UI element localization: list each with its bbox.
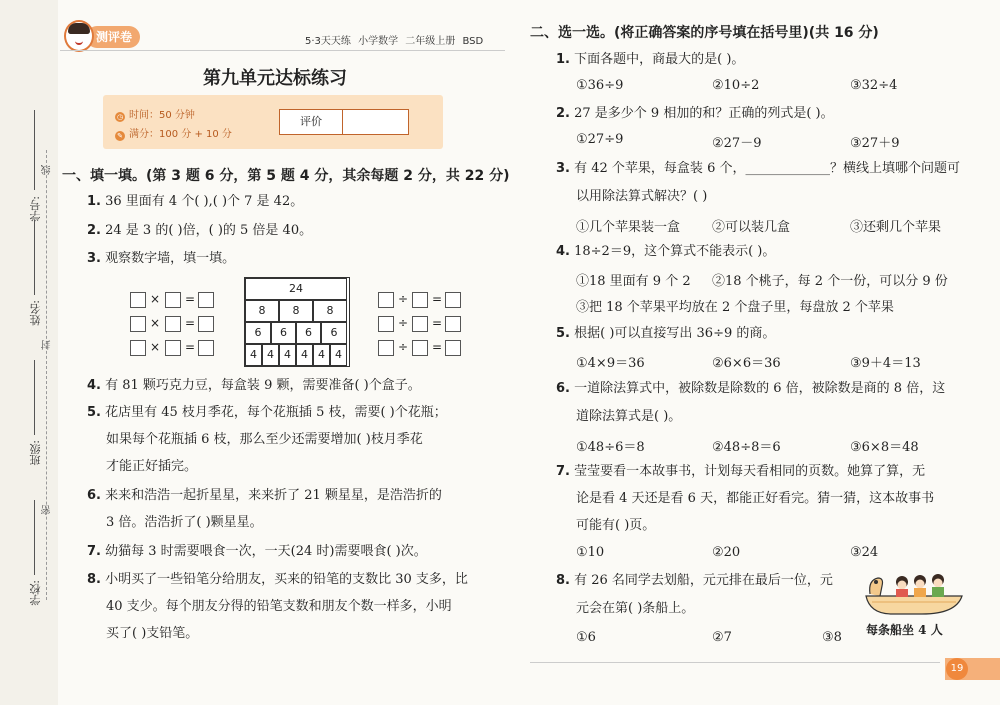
q-text: 一道除法算式中，被除数是除数的 6 倍，被除数是商的 8 倍，这 [574,381,946,396]
q-num: 7. [87,544,101,559]
q-text: 24 是 3 的( )倍，( )的 5 倍是 40。 [105,223,313,238]
q-text: 27 是多少个 9 相加的和？正确的列式是( )。 [574,106,834,121]
divide-sign: ÷ [398,340,409,354]
option-1[interactable]: ①48÷6＝8 [576,440,645,455]
option-1[interactable]: ①18 里面有 9 个 2 [576,274,691,289]
option-3[interactable]: ③9＋4＝13 [850,356,921,371]
name-label: 姓名: [29,300,42,326]
answer-box[interactable] [378,316,394,332]
answer-box[interactable] [378,340,394,356]
answer-box[interactable] [165,340,181,356]
page-title: 第九单元达标练习 [203,68,347,89]
s2-question-4 [556,243,775,261]
answer-box[interactable] [165,292,181,308]
option-1[interactable]: ①6 [576,630,596,645]
number-wall [244,277,350,367]
q-num: 2. [556,106,570,121]
q-num: 8. [556,573,570,588]
q-text: 有 81 颗巧克力豆，每盒装 9 颗，需要准备( )个盒子。 [105,378,421,393]
name-line [34,220,35,295]
answer-box[interactable] [198,316,214,332]
option-3[interactable]: ③还剩几个苹果 [850,220,942,235]
q-text: 小明买了一些铅笔分给朋友，买来的铅笔的支数比 30 支多，比 [105,572,468,587]
times-sign: × [150,292,161,306]
option-2[interactable]: ②18 个桃子，每 2 个一份，可以分 9 份 [712,274,948,289]
q-text: 18÷2＝9，这个算式不能表示( )。 [574,244,776,259]
cut-mark-2: 封 [42,340,53,350]
page-number: 19 [946,658,968,680]
q-text: 根据( )可以直接写出 36÷9 的商。 [574,326,776,341]
s2-question-5 [556,325,775,343]
time-info [115,106,195,122]
option-1[interactable]: ①27÷9 [576,132,624,147]
class-line [34,360,35,435]
equals-sign: = [432,292,443,306]
s1-question-5-line-2: 如果每个花瓶插 6 枝，那么至少还需要增加( )枝月季花 [106,432,423,447]
equals-sign: = [432,340,443,354]
s2-question-8-line-2: 元会在第( )条船上。 [576,601,695,616]
section-2-title: 二、选一选。(将正确答案的序号填在括号里)(共 16 分) [530,25,879,41]
answer-box[interactable] [412,340,428,356]
q-num: 6. [556,381,570,396]
q-num: 4. [87,378,101,393]
q-num: 3. [556,161,570,176]
option-2[interactable]: ②27－9 [712,136,762,151]
s2-question-6-line-2: 道除法算式是( )。 [576,409,682,424]
s1-question-8-line-3: 买了( )支铅笔。 [106,626,199,641]
score-info [115,125,232,141]
answer-box[interactable] [412,292,428,308]
q-num: 1. [556,52,570,67]
option-3[interactable]: ③32÷4 [850,78,898,93]
answer-box[interactable] [198,340,214,356]
answer-box[interactable] [445,292,461,308]
header-divider [60,50,505,51]
wall-cell: 24 [245,278,347,300]
q-text: 有 26 名同学去划船，元元排在最后一位，元 [574,573,833,588]
clock-icon: ◷ [116,113,124,121]
school-label: 学校: [29,580,42,606]
wall-cell: 4 [262,344,279,366]
wall-cell: 6 [271,322,296,344]
times-sign: × [150,316,161,330]
boat-caption: 每条船坐 4 人 [866,623,943,637]
answer-box[interactable] [130,292,146,308]
score-icon: ✎ [115,131,125,141]
cut-line [46,150,47,600]
answer-box[interactable] [165,316,181,332]
q-num: 3. [87,251,101,266]
s1-question-2 [87,222,312,240]
wall-cell: 4 [245,344,262,366]
s2-question-3 [556,160,960,178]
answer-box[interactable] [378,292,394,308]
time-text: 时间：50 分钟 [129,110,195,121]
student-no-label: 学号: [29,196,42,222]
option-2[interactable]: ②6×6＝36 [712,356,781,371]
answer-box[interactable] [130,316,146,332]
wall-cell: 6 [296,322,321,344]
option-2[interactable]: ②可以装几盒 [712,220,791,235]
equals-sign: = [185,316,196,330]
times-sign: × [150,340,161,354]
option-3[interactable]: ③6×8＝48 [850,440,919,455]
q-text: 下面各题中，商最大的是( )。 [574,52,745,67]
q-text: 观察数字墙，填一填。 [105,251,236,266]
q-text: 来来和浩浩一起折星星，来来折了 21 颗星星，是浩浩折的 [105,488,442,503]
option-2[interactable]: ②7 [712,630,732,645]
s1-question-6 [87,487,442,505]
section-1-title: 一、填一填。(第 3 题 6 分，第 5 题 4 分，其余每题 2 分，共 22 分) [62,168,510,184]
wall-cell: 6 [245,322,271,344]
s2-question-1 [556,51,744,69]
option-2[interactable]: ②10÷2 [712,78,760,93]
evaluation-box [279,109,409,135]
option-3[interactable]: ③8 [822,630,842,645]
equals-sign: = [185,292,196,306]
student-no-line [34,110,35,190]
s1-question-5 [87,404,447,422]
s2-question-7-line-3: 可能有( )页。 [576,518,656,533]
cut-mark-1: 线 [42,165,53,175]
divide-sign: ÷ [398,292,409,306]
wall-cell: 8 [245,300,279,322]
q-text: 36 里面有 4 个( ),( )个 7 是 42。 [105,194,304,209]
option-3[interactable]: ③27＋9 [850,136,900,151]
option-1[interactable]: ①10 [576,545,605,560]
cut-mark-3: 密 [42,505,53,515]
s2-question-2 [556,105,834,123]
s1-question-8 [87,571,468,589]
s1-question-7 [87,543,427,561]
test-badge: 测评卷 [86,26,140,48]
q-num: 4. [556,244,570,259]
answer-box[interactable] [445,316,461,332]
s2-question-7 [556,463,925,481]
book-meta: 5·3天天练 小学数学 二年级上册 BSD [305,36,484,47]
s1-question-1 [87,193,303,211]
mascot-icon [64,20,94,52]
divide-sign: ÷ [398,316,409,330]
s2-question-8 [556,572,833,590]
q-text: 有 42 个苹果，每盒装 6 个，_____________？横线上填哪个问题可 [574,161,960,176]
option-1[interactable]: ①几个苹果装一盒 [576,220,681,235]
option-1[interactable]: ①4×9＝36 [576,356,645,371]
s1-question-8-line-2: 40 支少。每个朋友分得的铅笔支数和朋友个数一样多，小明 [106,599,452,614]
q-num: 8. [87,572,101,587]
wall-cell: 6 [321,322,347,344]
option-2[interactable]: ②48÷8＝6 [712,440,781,455]
q-num: 2. [87,223,101,238]
s1-question-3 [87,250,235,268]
equals-sign: = [185,340,196,354]
s1-question-6-line-2: 3 倍。浩浩折了( )颗星星。 [106,515,263,530]
q-num: 7. [556,464,570,479]
class-label: 班级: [29,440,42,466]
answer-box[interactable] [198,292,214,308]
answer-box[interactable] [130,340,146,356]
score-text: 满分：100 分 + 10 分 [129,129,232,140]
option-3[interactable]: ③把 18 个苹果平均放在 2 个盘子里，每盘放 2 个苹果 [576,300,894,315]
answer-box[interactable] [412,316,428,332]
wall-cell: 4 [279,344,296,366]
s1-question-5-line-3: 才能正好插完。 [106,459,198,474]
q-num: 1. [87,194,101,209]
option-2[interactable]: ②20 [712,545,741,560]
s2-question-3-line-2: 以用除法算式解决？( ) [576,189,708,204]
q-text: 花店里有 45 枝月季花，每个花瓶插 5 枝，需要( )个花瓶； [105,405,447,420]
q-text: 幼猫每 3 时需要喂食一次，一天(24 时)需要喂食( )次。 [105,544,427,559]
option-1[interactable]: ①36÷9 [576,78,624,93]
footer-divider [530,662,940,663]
q-num: 5. [556,326,570,341]
q-num: 5. [87,405,101,420]
boat-illustration [862,568,966,616]
s2-question-6 [556,380,945,398]
wall-cell: 8 [279,300,313,322]
s2-question-7-line-2: 论是看 4 天还是看 6 天，都能正好看完。猜一猜，这本故事书 [576,491,935,506]
wall-cell: 8 [313,300,347,322]
wall-cell: 4 [330,344,347,366]
answer-box[interactable] [445,340,461,356]
wall-cell: 4 [296,344,313,366]
evaluation-label: 评价 [280,110,343,134]
s1-question-4 [87,377,421,395]
equals-sign: = [432,316,443,330]
q-text: 莹莹要看一本故事书，计划每天看相同的页数。她算了算，无 [574,464,926,479]
evaluation-field[interactable] [343,110,408,134]
q-num: 6. [87,488,101,503]
option-3[interactable]: ③24 [850,545,879,560]
school-line [34,500,35,575]
wall-cell: 4 [313,344,330,366]
